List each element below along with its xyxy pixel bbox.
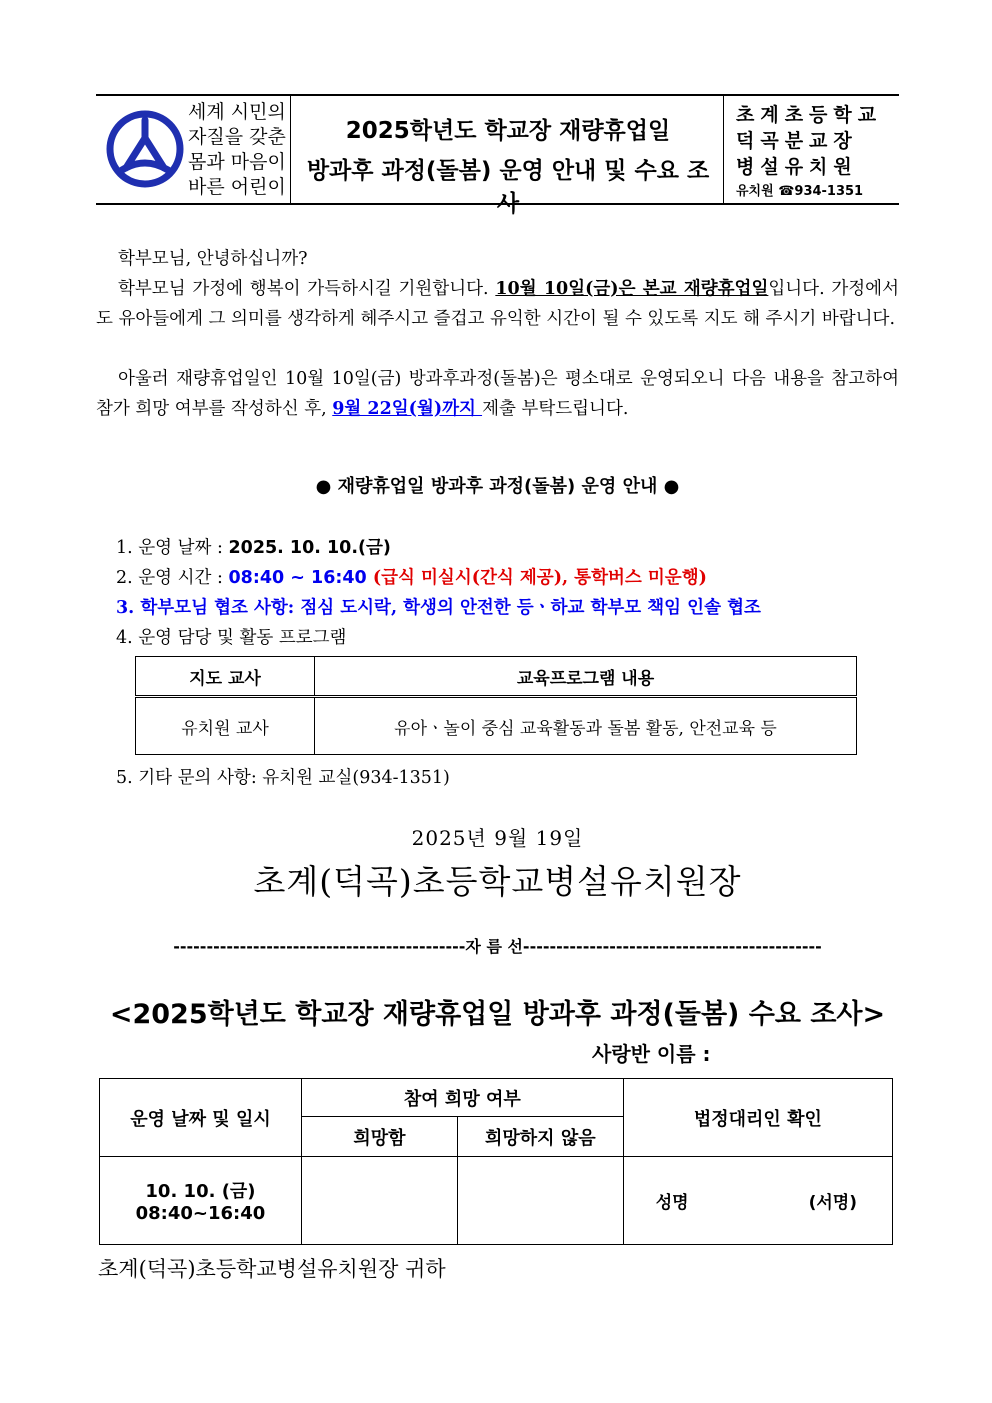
principal-signature: 초계(덕곡)초등학교병설유치원장 — [253, 862, 742, 901]
motto-line: 자질을 갖춘 — [188, 126, 286, 148]
survey-date: 10. 10. (금) — [145, 1181, 256, 1202]
school-name-line: 초계초등학교 — [736, 104, 883, 126]
survey-time: 08:40~16:40 — [135, 1203, 266, 1224]
school-logo-icon — [104, 108, 186, 190]
school-name-line: 병설유치원 — [736, 156, 858, 178]
table-header: 희망함 — [301, 1117, 457, 1157]
guardian-sign-cell[interactable] — [623, 1157, 892, 1245]
item-operating-time — [116, 564, 707, 589]
school-name-line: 덕곡분교장 — [736, 130, 858, 152]
document-title-line2: 방과후 과정(돌봄) 운영 안내 및 수요 조사 — [306, 158, 710, 217]
item-note: (급식 미실시(간식 제공), 통학버스 미운행) — [366, 568, 707, 588]
item-value: 2025. 10. 10.(금) — [228, 538, 391, 558]
intro-text: 입니다. 가정에서도 유아들에게 그 의미를 생각하게 헤주시고 즐겁고 유익한 시간이 될 수 있도록 지도 해 주시기 바랍니다. — [96, 279, 899, 329]
phone-number: 유치원 ☎934-1351 — [736, 184, 864, 199]
school-motto — [188, 100, 288, 200]
footer-recipient: 초계(덕곡)초등학교병설유치원장 귀하 — [98, 1257, 446, 1281]
intro-text: 제출 부탁드립니다. — [482, 399, 629, 419]
intro-text: 아울러 재량휴업일인 10월 10일(금) 방과후과정(돌봄)은 평소대로 운영되오니 다음 내용을 참고하여 참가 희망 여부를 작성하신 후, — [96, 369, 899, 419]
sign-name-label: 성명 — [655, 1193, 689, 1213]
intro-paragraph-1 — [96, 274, 899, 334]
hope-no-cell[interactable] — [457, 1157, 623, 1245]
greeting: 학부모님, 안녕하십니까? — [118, 249, 308, 269]
hope-yes-cell[interactable] — [301, 1157, 457, 1245]
table-header: 지도 교사 — [136, 657, 315, 697]
document-title-line1: 2025학년도 학교장 재량휴업일 — [345, 118, 671, 144]
table-header: 운영 날짜 및 일시 — [100, 1079, 302, 1157]
item-label: 1. 운영 날짜 : — [116, 538, 229, 558]
section-title: ● 재량휴업일 방과후 과정(돌봄) 운영 안내 ● — [315, 476, 680, 497]
table-cell: 유치원 교사 — [136, 697, 315, 755]
item-program: 4. 운영 담당 및 활동 프로그램 — [116, 628, 347, 648]
table-header: 참여 희망 여부 — [301, 1079, 623, 1117]
item-parent-cooperation: 3. 학부모님 협조 사항: 점심 도시락, 학생의 안전한 등ㆍ하교 학부모 책임 인솔 협조 — [116, 598, 761, 618]
program-table — [135, 656, 857, 755]
holiday-highlight: 10월 10일(금)은 본교 재량휴업일 — [495, 279, 769, 299]
motto-line: 몸과 마음이 — [188, 151, 286, 173]
intro-paragraph-2 — [96, 364, 899, 424]
item-inquiry: 5. 기타 문의 사항: 유치원 교실(934-1351) — [116, 768, 450, 788]
item-label: 2. 운영 시간 : — [116, 568, 229, 588]
motto-line: 세계 시민의 — [188, 101, 286, 123]
item-operating-date — [116, 534, 391, 559]
survey-title: <2025학년도 학교장 재량휴업일 방과후 과정(돌봄) 수요 조사> — [109, 999, 886, 1030]
document-header — [96, 94, 899, 217]
table-header: 교육프로그램 내용 — [315, 657, 857, 697]
sign-seal-label: (서명) — [808, 1193, 857, 1213]
item-value: 08:40 ~ 16:40 — [228, 568, 367, 588]
cut-line: --------------------------------------------자 름 선--------------------------------------------- — [173, 937, 822, 956]
table-header: 희망하지 않음 — [457, 1117, 623, 1157]
document-date: 2025년 9월 19일 — [411, 826, 584, 850]
survey-table — [99, 1078, 893, 1245]
table-cell — [100, 1157, 302, 1245]
deadline-highlight: 9월 22일(월)까지 — [332, 399, 483, 419]
table-header: 법정대리인 확인 — [623, 1079, 892, 1157]
table-cell: 유아ㆍ놀이 중심 교육활동과 돌봄 활동, 안전교육 등 — [315, 697, 857, 755]
class-name-field[interactable]: 사랑반 이름 : — [592, 1042, 711, 1066]
motto-line: 바른 어린이 — [188, 176, 286, 198]
intro-text: 학부모님 가정에 행복이 가득하시길 기원합니다. — [118, 279, 496, 299]
